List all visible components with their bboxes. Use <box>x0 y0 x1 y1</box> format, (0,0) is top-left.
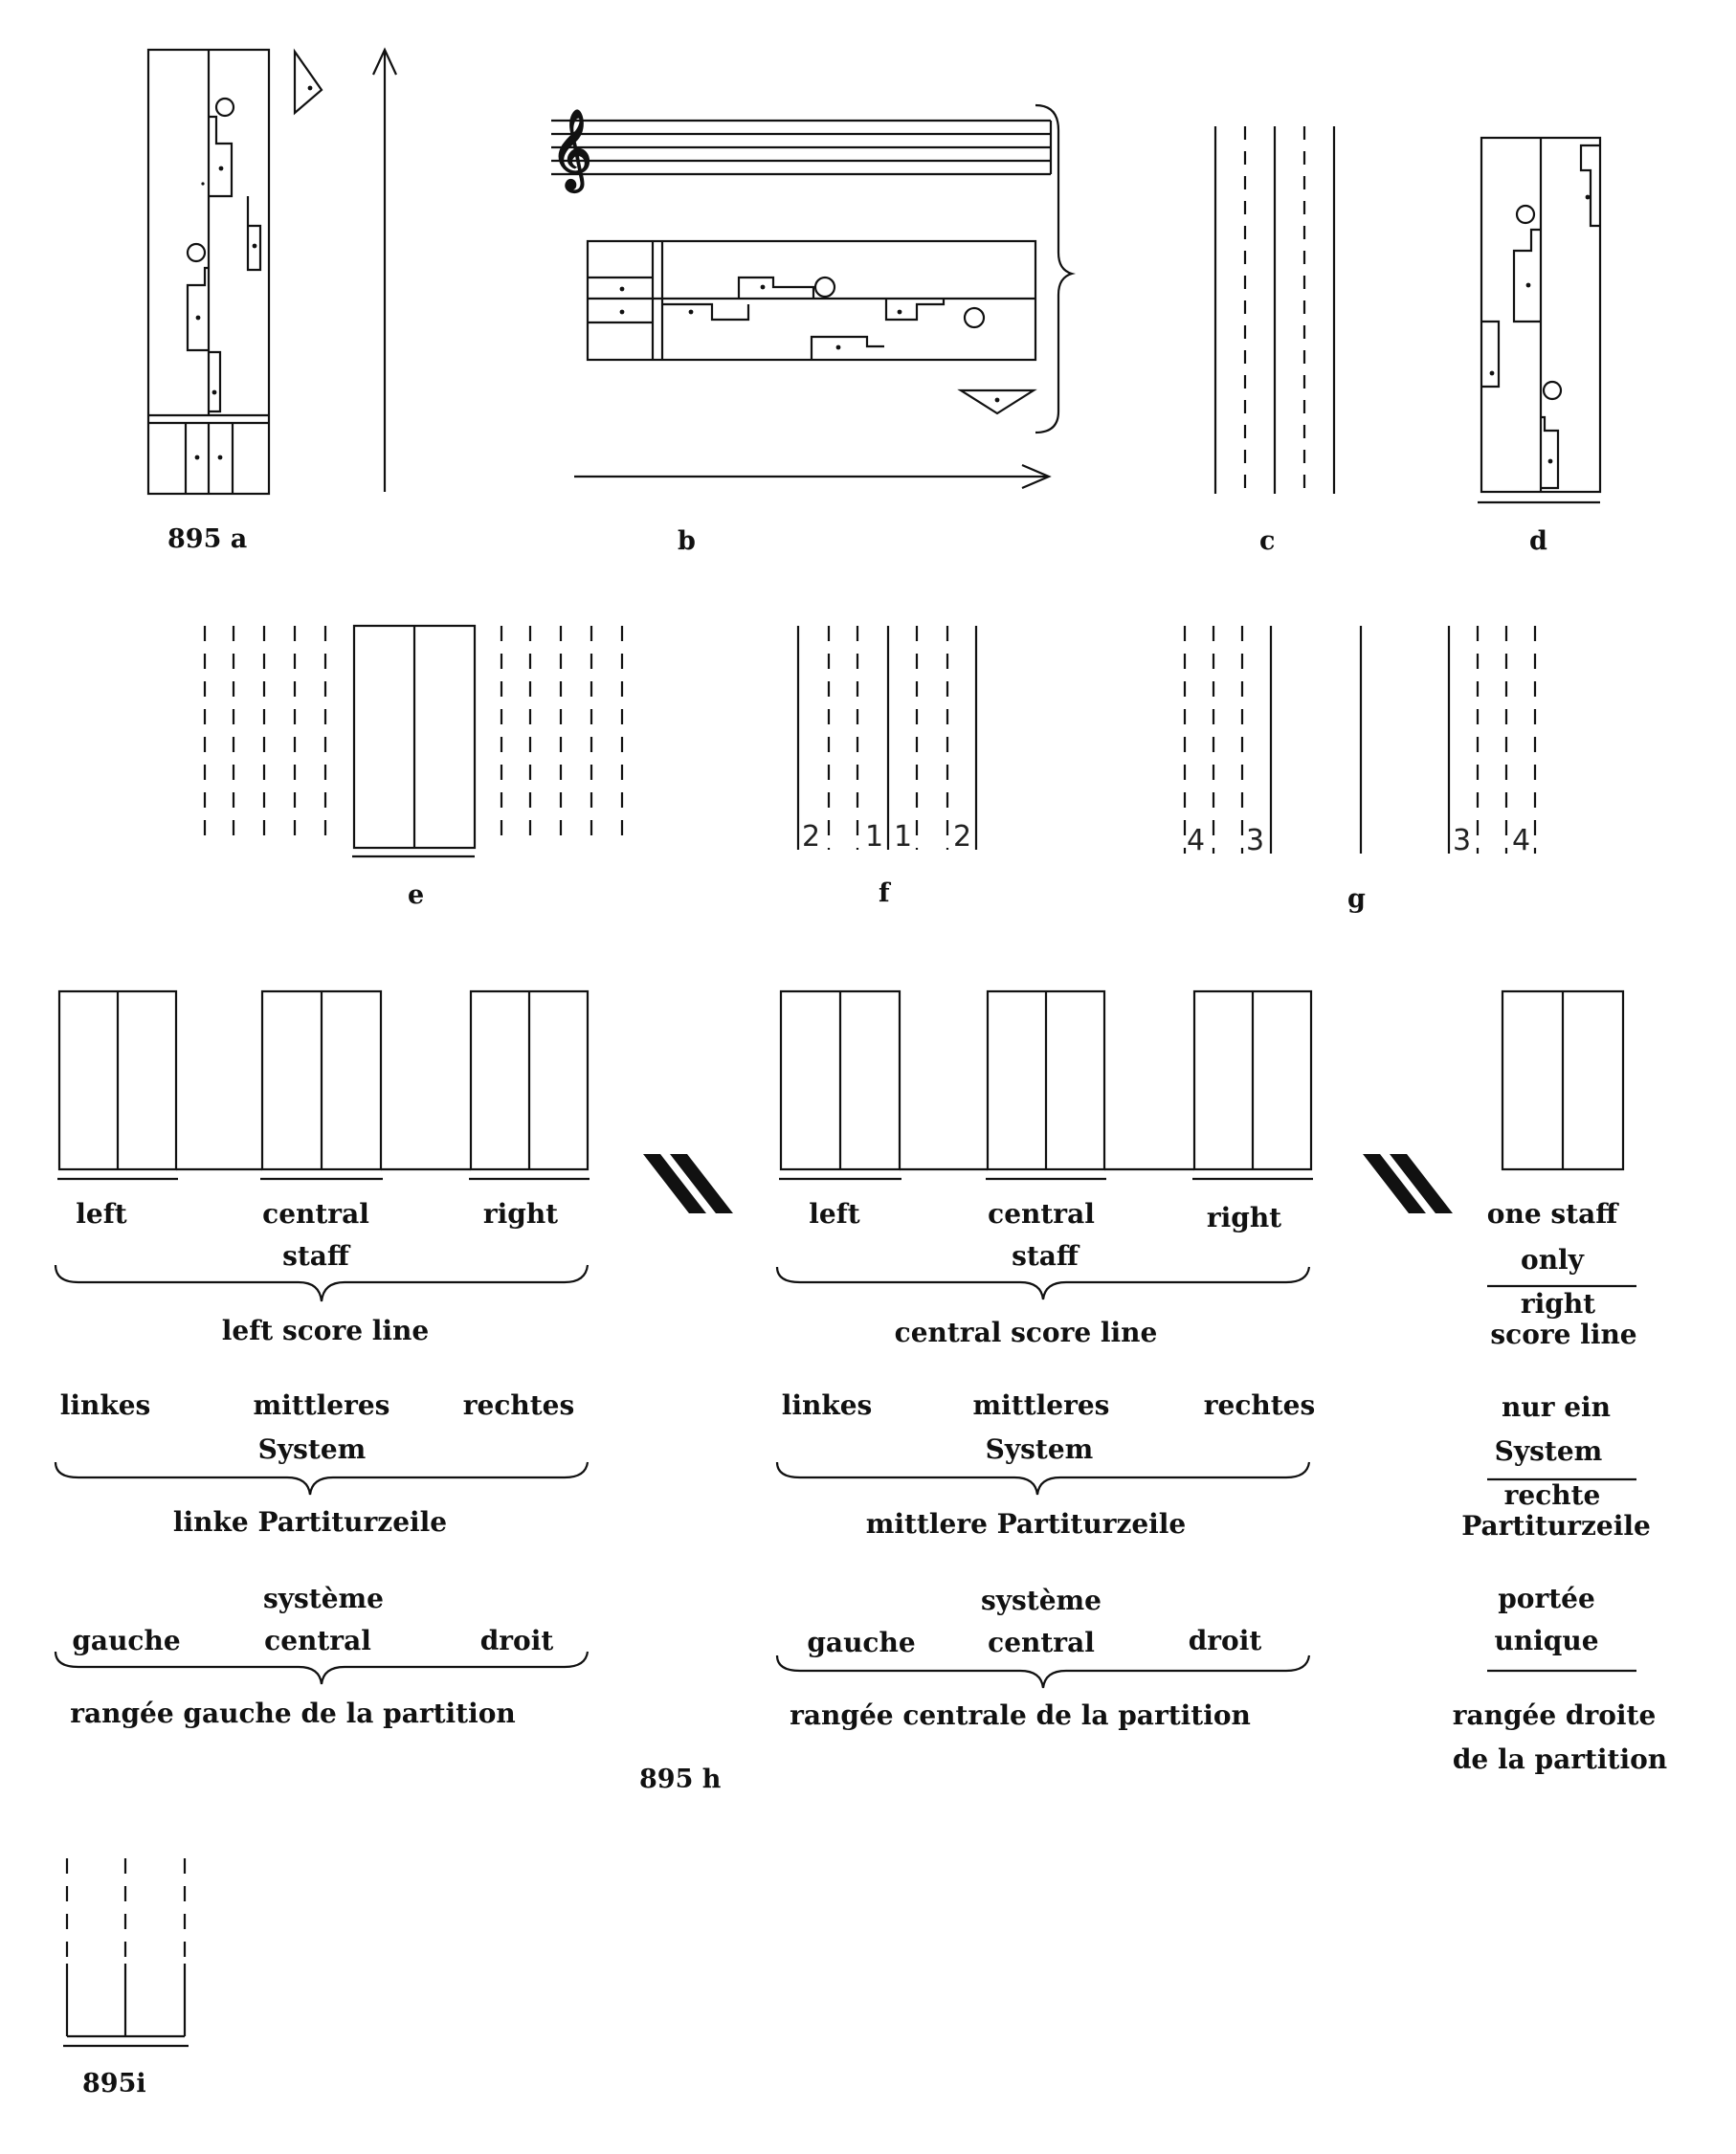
brace-center-de <box>777 1462 1309 1495</box>
digit-label: 2 <box>802 820 821 854</box>
treble-clef-icon: 𝄞 <box>551 108 592 189</box>
label-en-score-line: score line <box>1490 1319 1637 1350</box>
label-en-staff: staff <box>1012 1240 1079 1272</box>
figure-label-d: d <box>1529 526 1547 556</box>
digit-label: 1 <box>865 820 884 854</box>
label-en-left: left <box>809 1198 860 1230</box>
label-fr-central: central <box>264 1625 371 1656</box>
staff-brace <box>1035 105 1072 433</box>
label-de-right: rechtes <box>1203 1389 1316 1421</box>
figure-label-b: b <box>678 526 696 556</box>
label-en-central: central <box>988 1198 1095 1230</box>
label-fr-unique: unique <box>1494 1625 1599 1656</box>
label-fr-score-line: rangée centrale de la partition <box>790 1699 1251 1731</box>
figure-h-left-score-line <box>57 991 590 1179</box>
label-en-staff: staff <box>282 1240 349 1272</box>
figure-f-numbered-staves <box>798 626 976 850</box>
figure-g-numbered-staves <box>1185 626 1535 854</box>
label-en-score-line: central score line <box>894 1317 1158 1348</box>
label-de-system: System <box>257 1433 367 1465</box>
figure-b-horizontal-staff <box>551 105 1072 488</box>
figure-d-vertical-staff <box>1478 138 1600 502</box>
figure-h-central-score-line <box>779 991 1313 1179</box>
label-de-nur-ein: nur ein <box>1501 1391 1612 1423</box>
figure-label-a: 895 a <box>167 524 248 554</box>
label-en-central: central <box>262 1198 369 1230</box>
figure-label-e: e <box>408 880 425 910</box>
label-en-score-line: left score line <box>221 1315 430 1346</box>
figure-label-i: 895i <box>82 2069 146 2098</box>
digit-label: 2 <box>953 820 972 854</box>
label-fr-systeme: système <box>981 1585 1102 1616</box>
brace-left-fr <box>56 1652 588 1684</box>
label-en-one-staff: one staff <box>1486 1198 1618 1230</box>
brace-center-fr <box>777 1655 1309 1688</box>
figure-label-c: c <box>1259 526 1276 556</box>
brace-center-en <box>777 1267 1309 1299</box>
label-fr-left: gauche <box>807 1627 916 1658</box>
label-fr-central: central <box>988 1627 1095 1658</box>
hold-circle-icon <box>965 308 984 327</box>
label-de-rechte: rechte <box>1503 1479 1601 1511</box>
label-de-partiturzeile: Partiturzeile <box>1461 1510 1651 1542</box>
label-de-score-line: mittlere Partiturzeile <box>865 1508 1187 1540</box>
label-fr-portee: portée <box>1498 1583 1595 1614</box>
label-fr-systeme: système <box>263 1583 384 1614</box>
label-de-left: linkes <box>781 1389 873 1421</box>
hold-circle-icon <box>815 278 835 297</box>
label-fr-right: droit <box>1188 1625 1262 1656</box>
label-en-right-score: right <box>1520 1288 1596 1320</box>
label-en-only: only <box>1521 1244 1584 1276</box>
label-fr-left: gauche <box>72 1625 181 1656</box>
figure-c-staff-lines <box>1215 126 1334 494</box>
digit-label: 3 <box>1246 824 1265 857</box>
digit-label: 4 <box>1187 824 1206 857</box>
figure-label-h: 895 h <box>639 1765 722 1794</box>
label-de-system: System <box>1494 1435 1603 1467</box>
brace-left-de <box>56 1462 588 1495</box>
label-de-right: rechtes <box>462 1389 575 1421</box>
label-en-right: right <box>1206 1202 1282 1233</box>
label-fr-de-la-partition: de la partition <box>1452 1743 1668 1775</box>
label-fr-right: droit <box>479 1625 554 1656</box>
label-fr-score-line: rangée gauche de la partition <box>70 1698 516 1729</box>
figure-a-vertical-staff <box>148 50 322 494</box>
hold-circle-icon <box>216 99 234 116</box>
hold-circle-icon <box>1517 206 1534 223</box>
hold-circle-icon <box>188 244 205 261</box>
direction-triangle-icon <box>295 52 322 113</box>
figure-h-right-score-line <box>1502 991 1623 1169</box>
label-de-left: linkes <box>59 1389 151 1421</box>
hold-circle-icon <box>1544 382 1561 399</box>
label-de-central: mittleres <box>253 1389 390 1421</box>
figure-label-g: g <box>1347 884 1366 914</box>
digit-label: 3 <box>1453 824 1472 857</box>
label-de-system: System <box>985 1433 1094 1465</box>
digit-label: 4 <box>1512 824 1531 857</box>
figure-label-f: f <box>879 878 890 908</box>
label-fr-rangee-droite: rangée droite <box>1452 1699 1657 1731</box>
label-de-central: mittleres <box>972 1389 1110 1421</box>
label-en-left: left <box>76 1198 127 1230</box>
label-en-right: right <box>482 1198 559 1230</box>
label-de-score-line: linke Partiturzeile <box>172 1506 448 1538</box>
figure-i-staff <box>63 1858 189 2046</box>
digit-label: 1 <box>894 820 913 854</box>
